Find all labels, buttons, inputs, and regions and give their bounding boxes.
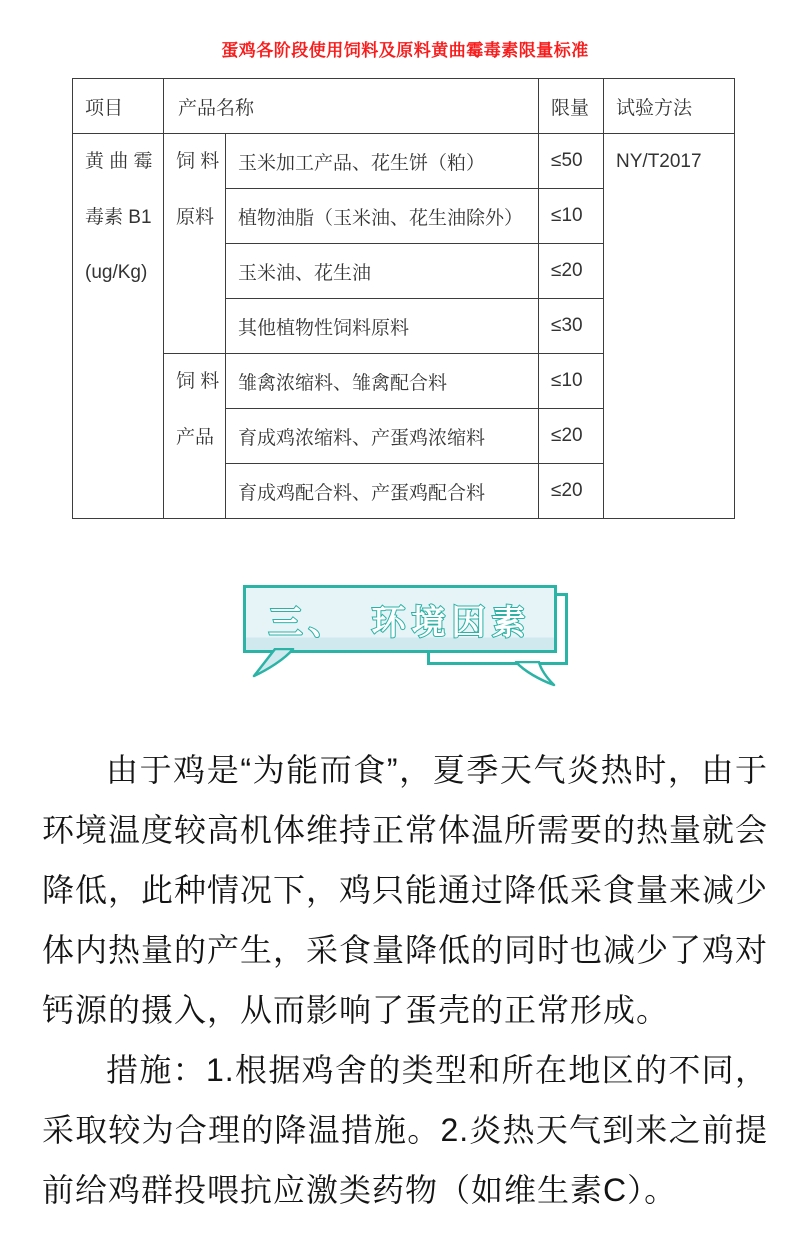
product-cell: 玉米加工产品、花生饼（粕） <box>226 134 539 189</box>
product-cell: 育成鸡浓缩料、产蛋鸡浓缩料 <box>226 409 539 464</box>
limit-cell: ≤30 <box>539 299 604 354</box>
col-header-item: 项目 <box>73 79 164 134</box>
paragraph-environment: 由于鸡是“为能而食”，夏季天气炎热时，由于环境温度较高机体维持正常体温所需要的热量就会降低，此种情况下，鸡只能通过降低采食量来减少体内热量的产生，采食量降低的同时也减少了鸡对钙源的摄入，从而影响了蛋壳的正常形成。 <box>42 752 769 1028</box>
method-cell: NY/T2017 <box>604 134 735 519</box>
banner-tail-right-icon <box>513 661 557 687</box>
limit-cell: ≤20 <box>539 464 604 519</box>
limit-cell: ≤20 <box>539 244 604 299</box>
limit-cell: ≤20 <box>539 409 604 464</box>
col-header-product: 产品名称 <box>164 79 539 134</box>
banner-tail-left-icon <box>251 648 297 678</box>
table-row <box>73 134 735 189</box>
aflatoxin-limits-table <box>72 78 735 519</box>
section-banner <box>243 585 557 653</box>
item-line: 黄 曲 霉 <box>85 151 153 172</box>
product-cell: 其他植物性饲料原料 <box>226 299 539 354</box>
table-header-row <box>73 79 735 134</box>
product-cell: 雏禽浓缩料、雏禽配合料 <box>226 354 539 409</box>
product-cell: 植物油脂（玉米油、花生油除外） <box>226 189 539 244</box>
item-cell <box>73 134 164 519</box>
product-cell: 育成鸡配合料、产蛋鸡配合料 <box>226 464 539 519</box>
product-cell: 玉米油、花生油 <box>226 244 539 299</box>
limit-cell: ≤10 <box>539 354 604 409</box>
item-line: 毒素 B1 <box>85 206 152 228</box>
group-line: 产品 <box>176 426 215 448</box>
item-line: (ug/Kg) <box>85 262 148 283</box>
limit-cell: ≤50 <box>539 134 604 189</box>
group-line: 原料 <box>176 206 215 228</box>
article-body <box>42 740 768 1220</box>
col-header-method: 试验方法 <box>604 79 735 134</box>
section-title: 三、 环境因素 <box>268 603 532 642</box>
group-cell-raw-material <box>164 134 226 354</box>
limit-cell: ≤10 <box>539 189 604 244</box>
page-title: 蛋鸡各阶段使用饲料及原料黄曲霉毒素限量标准 <box>221 41 589 60</box>
paragraph-measures: 措施：1.根据鸡舍的类型和所在地区的不同，采取较为合理的降温措施。2.炎热天气到来之前提前给鸡群投喂抗应激类药物（如维生素C）。 <box>42 1052 768 1208</box>
banner-box <box>243 585 557 653</box>
group-line: 饲 料 <box>176 151 220 172</box>
group-line: 饲 料 <box>176 371 220 392</box>
col-header-limit: 限量 <box>539 79 604 134</box>
group-cell-feed-product <box>164 354 226 519</box>
